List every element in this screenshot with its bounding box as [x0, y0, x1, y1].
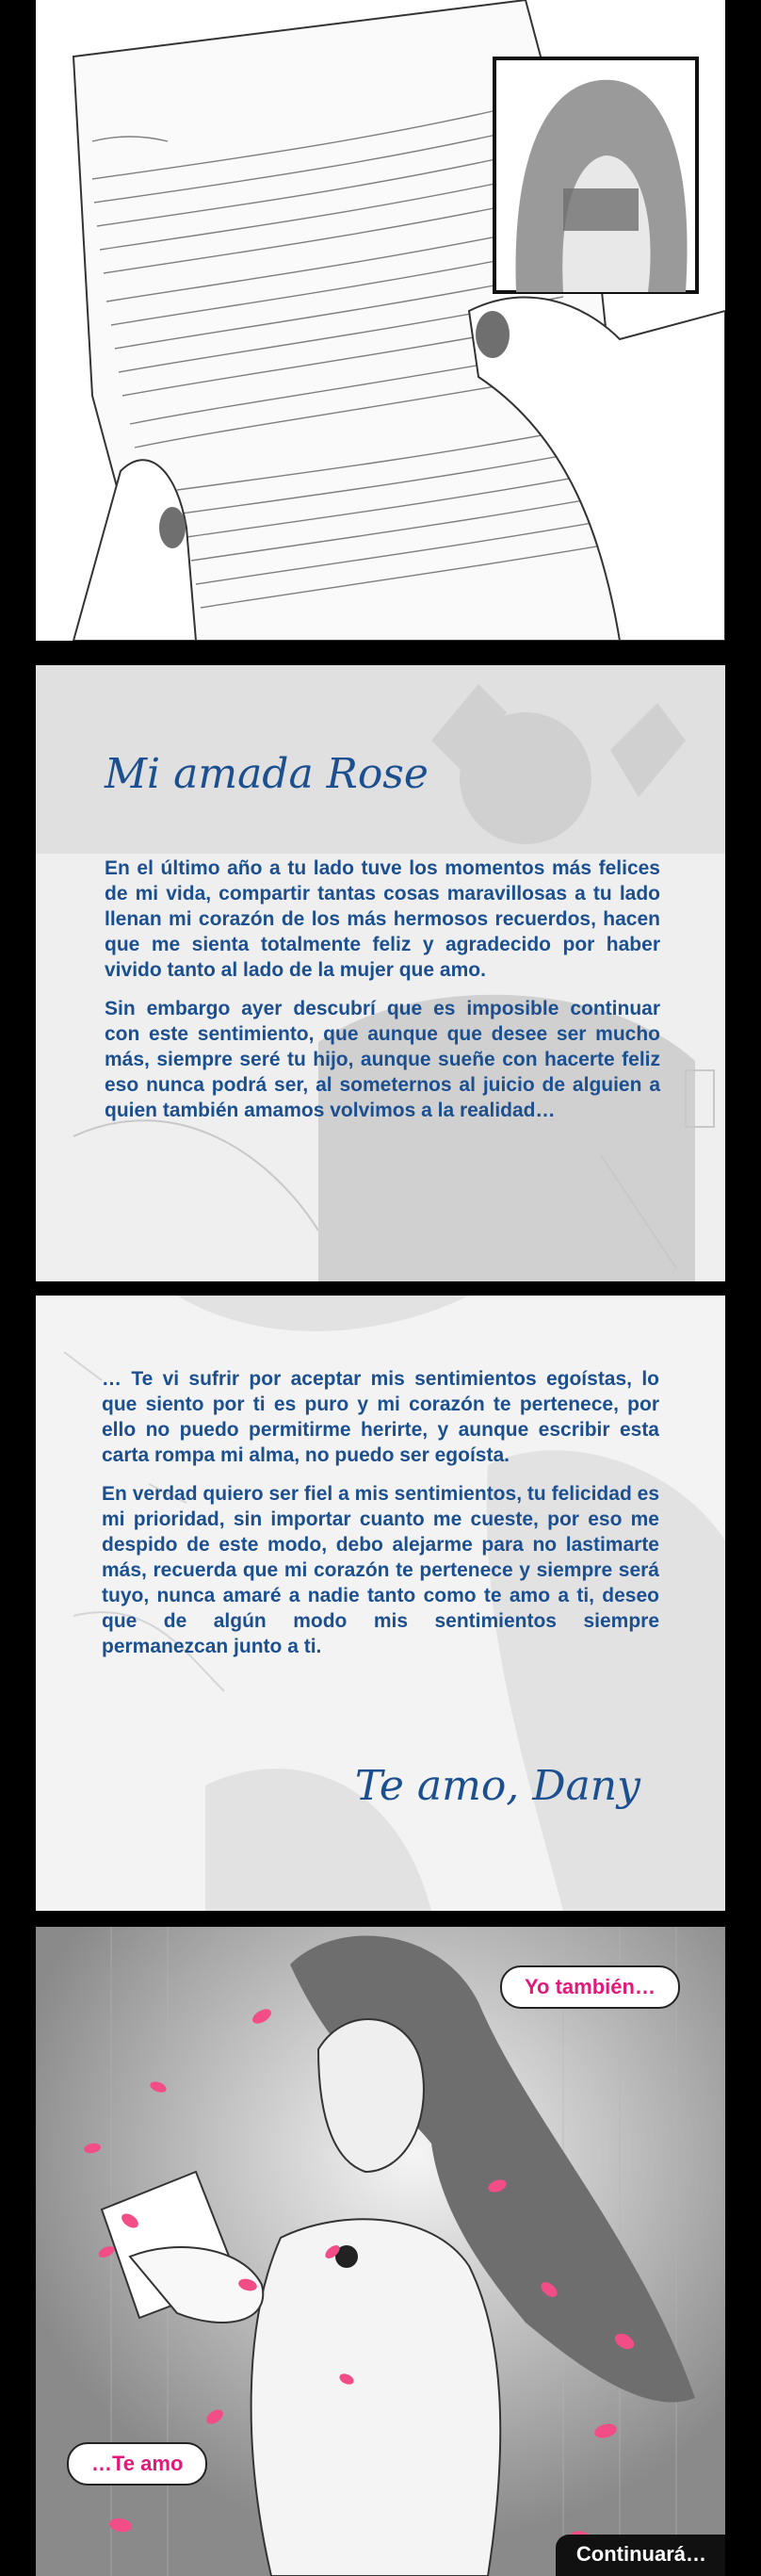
speech-bubble-bottom: …Te amo: [67, 2442, 207, 2486]
letter-paragraph-2: Sin embargo ayer descubrí que es imposible continuar con este sentimiento, que aunque que desee ser mucho más, siempre seré tu hijo, aunque sueñe con hacerte feliz eso nunca podrá ser, al someternos al juicio de alguien a quien también amamos volvimos a la realidad…: [105, 998, 660, 1121]
letter-in-hands-illustration: [36, 0, 725, 641]
letter-signature: Te amo, Dany: [354, 1762, 640, 1810]
panel-crying-woman: [36, 1927, 725, 2576]
letter-paragraph-4: En verdad quiero ser fiel a mis sentimientos, tu felicidad es mi prioridad, sin importar cuanto me cueste, por eso me despido de este modo, debo alejarme para no lastimarte más, recuerda que mi corazón te pertenece y siempre será tuyo, nunca amaré a nadie tanto como te amo a ti, deseo que de algún modo mis sentimientos siempre permanezcan junto a ti.: [102, 1483, 659, 1657]
letter-paragraph-3: … Te vi sufrir por aceptar mis sentimientos egoístas, lo que siento por ti es puro y mi corazón te pertenece, por ello no puedo permitirme herirte, y aunque escribir esta carta rompa mi alma, no puedo ser egoísta.: [102, 1368, 659, 1466]
panel-letter-in-hands: [36, 0, 725, 641]
letter-greeting: Mi amada Rose: [105, 750, 429, 798]
panel-letter-part-1: [36, 665, 725, 1281]
panel-letter-part-2: [36, 1296, 725, 1911]
letter-paragraph-1: En el último año a tu lado tuve los momentos más felices de mi vida, compartir tantas cosas maravillosas a tu lado llenan mi corazón de los más hermosos recuerdos, hacen que me sienta totalmente feliz y agradecido por haber vivido tanto al lado de la mujer que amo.: [105, 857, 660, 981]
letter-body-part-2: [102, 1366, 659, 1672]
letter-body-part-1: [105, 856, 660, 1136]
speech-bubble-top: Yo también…: [500, 1965, 680, 2009]
continue-caption: Continuará…: [556, 2535, 725, 2576]
